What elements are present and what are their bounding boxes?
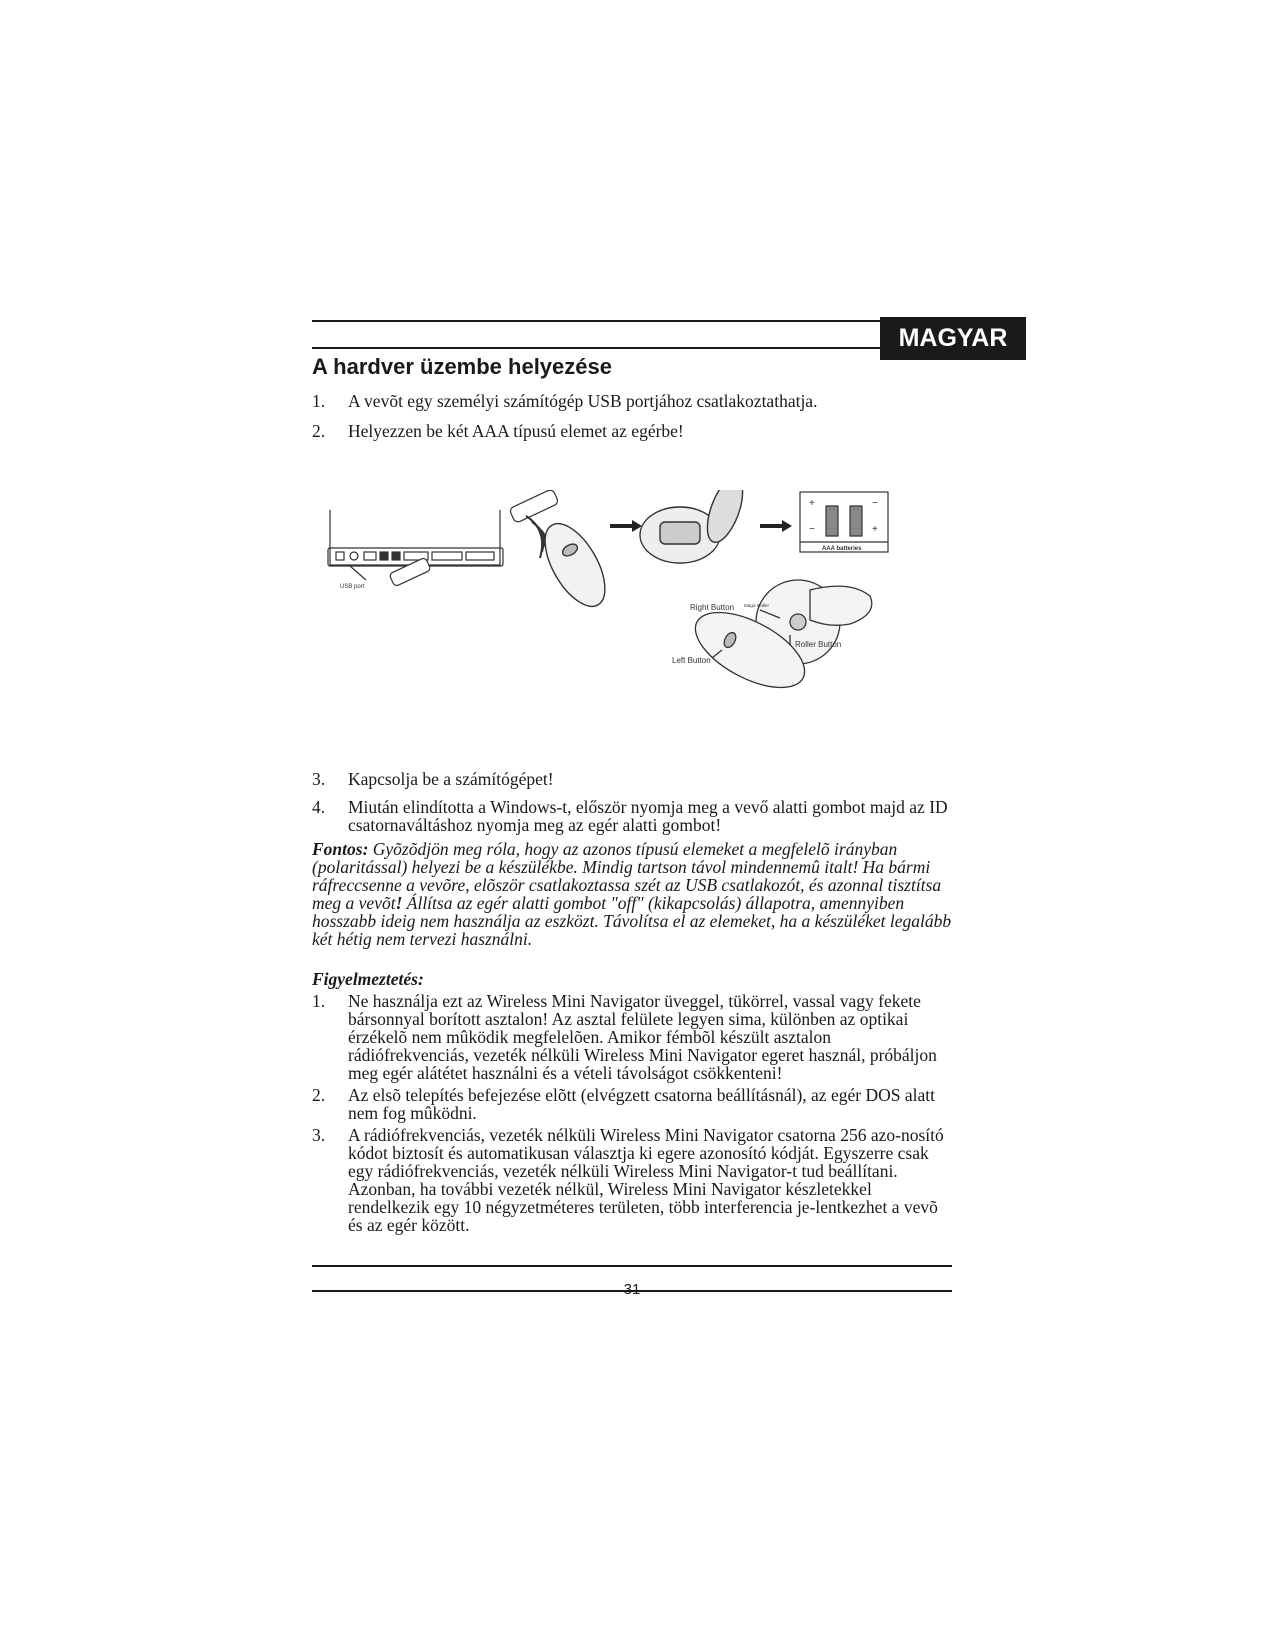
section-title: A hardver üzembe helyezése bbox=[312, 354, 612, 379]
svg-text:+: + bbox=[872, 524, 878, 535]
arrow-2 bbox=[760, 520, 792, 532]
usb-receiver-drawing bbox=[389, 490, 559, 587]
svg-text:−: − bbox=[872, 498, 878, 509]
installation-illustration bbox=[320, 490, 940, 715]
magic-roller-label: Magic Roller bbox=[744, 603, 770, 608]
important-text-part2: Állítsa az egér alatti gombot "off" (kikapcsolás) állapotra, amennyiben hosszabb ideig nem használja az eszközt. Távolítsa el az elemeket, ha a készüléket legalább két hétig nem tervezi használni. bbox=[312, 893, 952, 949]
mouse-drawing bbox=[533, 514, 617, 616]
warning-2 bbox=[312, 1086, 952, 1122]
header-rule-bottom bbox=[312, 347, 880, 349]
right-button-label: Right Button bbox=[690, 603, 735, 612]
open-mouse-drawing bbox=[640, 490, 750, 563]
step-3 bbox=[312, 770, 952, 788]
step-text: Miután elindította a Windows-t, először nyomja meg a vevő alatti gombot majd az ID csatornaváltáshoz nyomja meg az egér alatti gombot! bbox=[348, 797, 948, 835]
warnings-heading: Figyelmeztetés: bbox=[312, 969, 424, 989]
footer-rule-top bbox=[312, 1265, 952, 1267]
usb-port-label: USB port bbox=[340, 584, 365, 590]
warning-text: A rádiófrekvenciás, vezeték nélküli Wireless Mini Navigator csatorna 256 azo-nosító kódot biztosít és automatikusan választja ki egere azonosító kódját. Egyszerre csak egy rádiófrekvenciás, vezeték nélküli Wireless Mini Navigator-t tud beállítani. Azonban, ha további vezeték nélkül, Wireless Mini Navigator készletekkel rendelkezik egy 10 négyzetméteres területen, több interferencia je-lentkezhet a vevõ és az egér között. bbox=[348, 1125, 944, 1235]
warning-3 bbox=[312, 1126, 952, 1234]
warning-number: 3. bbox=[312, 1125, 326, 1145]
svg-text:−: − bbox=[809, 524, 815, 535]
step-number: 2. bbox=[312, 421, 326, 441]
language-tag: MAGYAR bbox=[880, 317, 1026, 360]
step-text: Helyezzen be két AAA típusú elemet az egérbe! bbox=[348, 421, 684, 441]
warning-number: 2. bbox=[312, 1085, 326, 1105]
step-number: 3. bbox=[312, 769, 326, 789]
roller-button-label: Roller Button bbox=[795, 640, 842, 649]
important-note bbox=[312, 840, 952, 948]
svg-text:+: + bbox=[809, 498, 815, 509]
left-button-label: Left Button bbox=[672, 656, 711, 665]
step-2 bbox=[312, 422, 952, 440]
step-1 bbox=[312, 392, 952, 410]
important-exclaim: ! bbox=[395, 893, 403, 913]
arrow-1 bbox=[610, 520, 642, 532]
step-4 bbox=[312, 798, 952, 834]
step-text: Kapcsolja be a számítógépet! bbox=[348, 769, 554, 789]
warning-1 bbox=[312, 992, 952, 1082]
step-text: A vevõt egy személyi számítógép USB portjához csatlakoztathatja. bbox=[348, 391, 818, 411]
hand-mouse-drawing bbox=[684, 580, 872, 703]
warning-text: Az elsõ telepítés befejezése elõtt (elvégzett csatorna beállításnál), az egér DOS alatt nem fog mûködni. bbox=[348, 1085, 935, 1123]
warning-text: Ne használja ezt az Wireless Mini Navigator üveggel, tükörrel, vassal vagy fekete bársonnyal borított asztalon! Az asztal felülete legyen sima, különben az optikai érzékelõ nem mûködik megfelelõen. Amikor fémbõl készült asztalon rádiófrekvenciás, vezeték nélküli Wireless Mini Navigator egeret használ, próbáljon meg egér alátétet használni és a vételi távolságot csökkenteni! bbox=[348, 991, 937, 1083]
step-number: 4. bbox=[312, 797, 326, 817]
wireless-signal-drawing bbox=[526, 516, 545, 558]
step-number: 1. bbox=[312, 391, 326, 411]
important-text-part1: Gyõzõdjön meg róla, hogy az azonos típusú elemeket a megfelelõ irányban (polaritással) helyezi be a készülékbe. Mindig tartson távol mindennemû italt! Ha bármi ráfreccsenne a vevõre, elõször csatlakoztassa szét az USB csatlakozót, és azonnal tisztítsa meg a vevõt bbox=[312, 839, 942, 913]
warning-number: 1. bbox=[312, 991, 326, 1011]
important-label: Fontos: bbox=[312, 839, 369, 859]
header-rule-top bbox=[312, 320, 880, 322]
footer-rule-bottom bbox=[312, 1290, 952, 1292]
batteries-label: AAA batteries bbox=[822, 546, 862, 552]
battery-diagram bbox=[800, 492, 888, 552]
